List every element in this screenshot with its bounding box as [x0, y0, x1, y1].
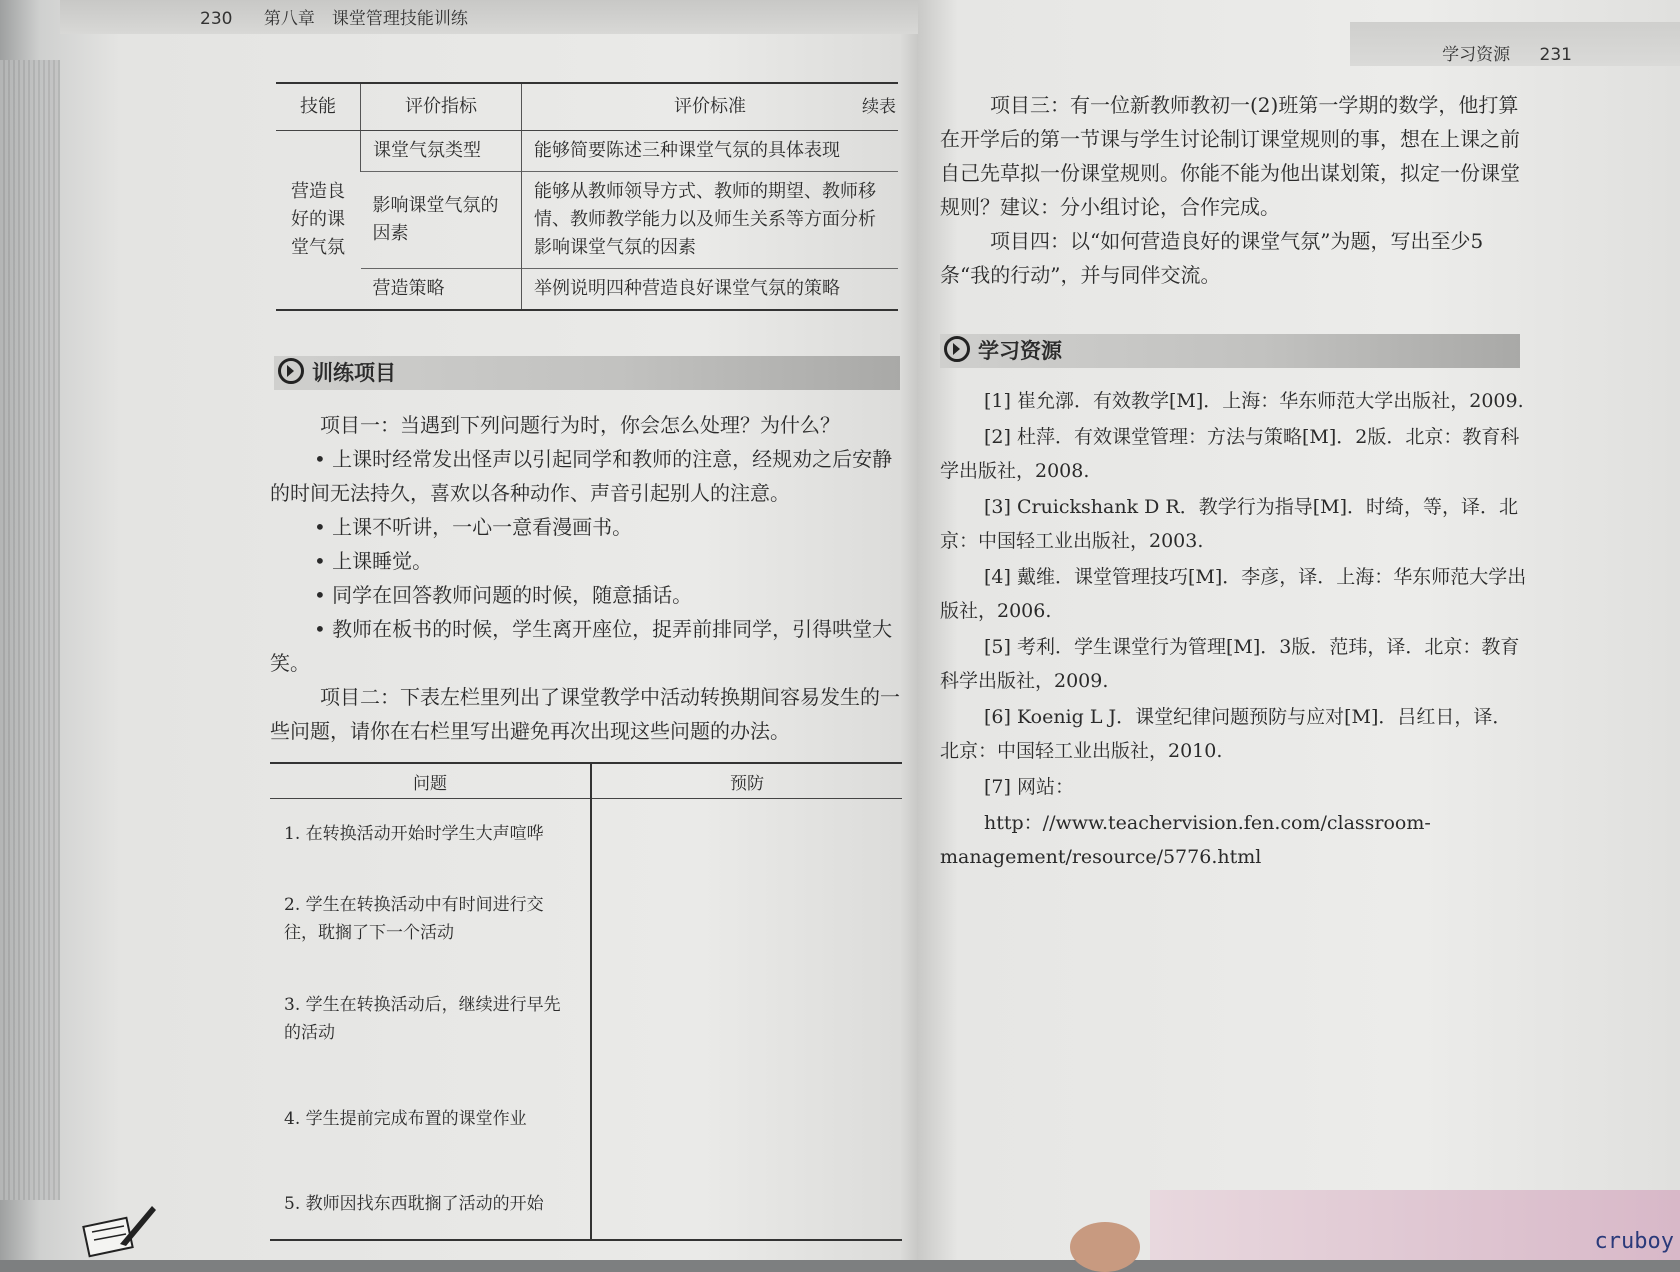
arrow-circle-icon — [944, 336, 970, 362]
bullet-item: • 教师在板书的时候，学生离开座位，捉弄前排同学，引得哄堂大笑。 — [270, 612, 902, 680]
watermark: cruboy — [1594, 1229, 1674, 1254]
section-name: 学习资源 — [1442, 45, 1511, 65]
table-row — [270, 869, 902, 969]
training-projects-text — [270, 408, 902, 748]
table-row — [270, 1169, 902, 1240]
prevention-cell — [591, 1069, 902, 1169]
reference-url: http：//www.teachervision.fen.com/classroom-management/resource/5776.html — [940, 812, 1431, 868]
standard-cell: 能够从教师领导方式、教师的期望、教师移情、教师教学能力以及师生关系等方面分析影响课堂气氛的因素 — [522, 172, 899, 269]
skill-cell: 营造良好的课堂气氛 — [276, 131, 361, 311]
table-continued-label: 续表 — [862, 97, 896, 117]
problem-cell: 5. 教师因找东西耽搁了活动的开始 — [284, 1194, 544, 1214]
prevention-cell — [591, 969, 902, 1069]
prevention-cell — [591, 1169, 902, 1240]
chapter-title: 第八章 课堂管理技能训练 — [263, 9, 468, 29]
page-edge-stack — [0, 60, 60, 1200]
reference-item: [5] 考利．学生课堂行为管理[M]．3版．范玮，译．北京：教育科学出版社，2009. — [940, 636, 1520, 692]
reference-item: [2] 杜萍．有效课堂管理：方法与策略[M]．2版．北京：教育科学出版社，2008. — [940, 426, 1520, 482]
table-row — [276, 131, 898, 172]
table-row — [270, 1069, 902, 1169]
reference-item: [3] Cruickshank D R．教学行为指导[M]．时绮，等，译．北京：中国轻工业出版社，2003. — [940, 496, 1519, 552]
col-header-skill: 技能 — [276, 83, 361, 131]
table-header-row — [276, 83, 898, 131]
prevention-cell — [591, 869, 902, 969]
problem-cell: 4. 学生提前完成布置的课堂作业 — [284, 1109, 527, 1129]
quill-pen-icon — [80, 1200, 160, 1260]
prevention-cell — [591, 799, 902, 870]
project3-text: 项目三：有一位新教师教初一(2)班第一学期的数学，他打算在开学后的第一节课与学生讨论制订课堂规则的事，想在上课之前自己先草拟一份课堂规则。你能不能为他出谋划策，拟定一份课堂规则？建议：分小组讨论，合作完成。 — [940, 93, 1520, 219]
problem-cell: 2. 学生在转换活动中有时间进行交往，耽搁了下一个活动 — [284, 895, 544, 943]
reference-list — [940, 384, 1530, 876]
project2-intro: 项目二：下表左栏里列出了课堂教学中活动转换期间容易发生的一些问题，请你在右栏里写出避免再次出现这些问题的办法。 — [270, 685, 900, 743]
evaluation-table — [276, 82, 898, 311]
problem-cell: 3. 学生在转换活动后，继续进行早先的活动 — [284, 995, 561, 1043]
col-header-standard: 评价标准 — [522, 83, 899, 131]
thumb — [1070, 1222, 1140, 1272]
col-header-indicator: 评价指标 — [361, 83, 522, 131]
section-title: 学习资源 — [978, 339, 1062, 363]
bullet-item: • 上课时经常发出怪声以引起同学和教师的注意，经规劝之后安静的时间无法持久，喜欢以各种动作、声音引起别人的注意。 — [270, 442, 902, 510]
table-header-row — [270, 763, 902, 799]
indicator-cell: 课堂气氛类型 — [361, 131, 522, 172]
arrow-circle-icon — [278, 358, 304, 384]
table-row — [270, 969, 902, 1069]
indicator-cell: 营造策略 — [361, 269, 522, 311]
project1-intro: 项目一：当遇到下列问题行为时，你会怎么处理？为什么？ — [320, 413, 840, 437]
reference-item: [4] 戴维．课堂管理技巧[M]．李彦，译．上海：华东师范大学出版社，2006. — [940, 566, 1527, 622]
section-banner-resources — [940, 334, 1520, 368]
section-banner-training — [274, 356, 900, 390]
problem-cell: 1. 在转换活动开始时学生大声喧哗 — [284, 824, 544, 844]
reference-item: [1] 崔允漷．有效教学[M]．上海：华东师范大学出版社，2009. — [984, 390, 1524, 412]
table-row — [270, 799, 902, 870]
bullet-item: • 同学在回答教师问题的时候，随意插话。 — [270, 578, 902, 612]
left-running-head — [200, 4, 468, 28]
left-page-number: 230 — [200, 9, 233, 29]
bullet-item: • 上课不听讲，一心一意看漫画书。 — [270, 510, 902, 544]
running-head-band — [60, 0, 918, 34]
standard-cell: 能够简要陈述三种课堂气氛的具体表现 — [522, 131, 899, 172]
reference-item: [6] Koenig L J．课堂纪律问题预防与应对[M]．吕红日，译．北京：中国轻工业出版社，2010. — [940, 706, 1512, 762]
table-row — [276, 172, 898, 269]
col-header-prevention: 预防 — [591, 763, 902, 799]
right-running-head — [1442, 40, 1572, 64]
section-title: 训练项目 — [312, 361, 396, 385]
standard-cell: 举例说明四种营造良好课堂气氛的策略 — [522, 269, 899, 311]
project4-text: 项目四：以“如何营造良好的课堂气氛”为题，写出至少5条“我的行动”，并与同伴交流。 — [940, 229, 1484, 287]
bullet-item: • 上课睡觉。 — [270, 544, 902, 578]
reference-item: [7] 网站： — [984, 776, 1074, 798]
table-row — [276, 269, 898, 311]
problem-table — [270, 762, 902, 1241]
right-page-number: 231 — [1539, 45, 1572, 65]
projects-3-4-text — [940, 88, 1530, 292]
col-header-problem: 问题 — [270, 763, 591, 799]
indicator-cell: 影响课堂气氛的因素 — [361, 172, 522, 269]
